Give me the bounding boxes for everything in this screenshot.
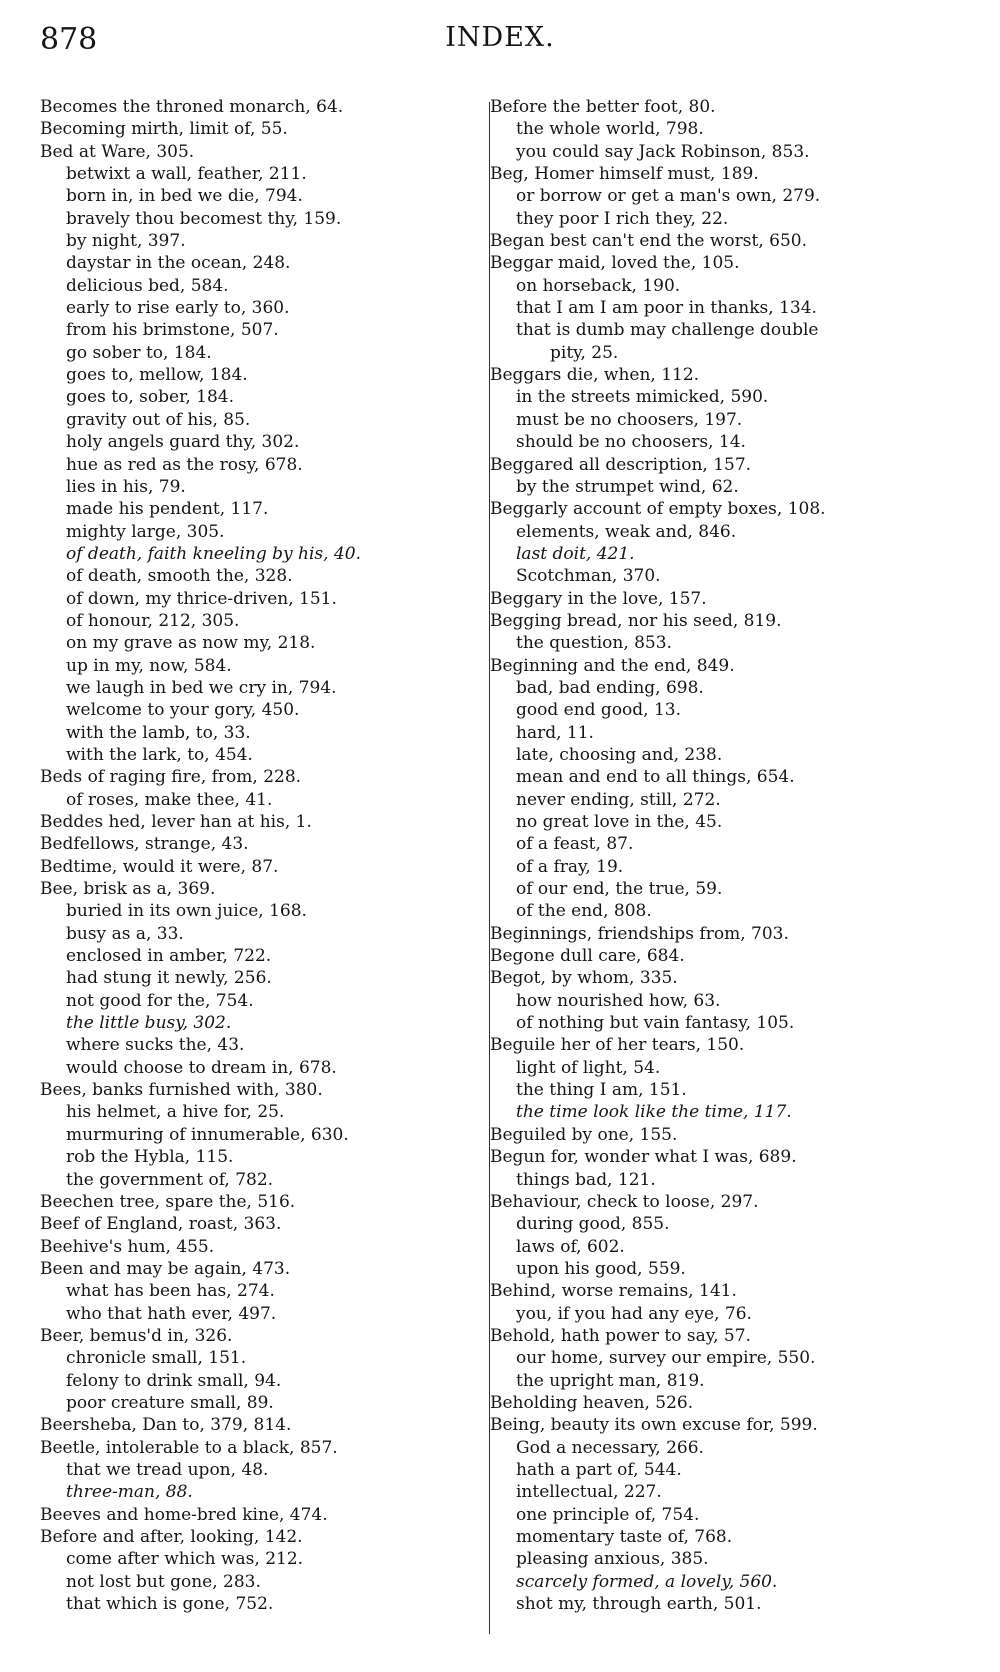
index-subentry: what has been has, 274. xyxy=(66,1281,275,1302)
index-entry: Beddes hed, lever han at his, 1. xyxy=(40,812,312,832)
index-subentry: that we tread upon, 48. xyxy=(66,1459,269,1480)
index-subentry: Scotchman, 370. xyxy=(516,566,661,587)
index-subentry: God a necessary, 266. xyxy=(516,1437,704,1458)
index-subentry: of death, smooth the, 328. xyxy=(66,566,293,587)
index-subentry: had stung it newly, 256. xyxy=(66,968,272,989)
index-subentry: the time look like the time, 117. xyxy=(516,1102,792,1123)
index-subentry: with the lark, to, 454. xyxy=(66,744,253,765)
index-subentry: should be no choosers, 14. xyxy=(516,432,746,453)
index-subentry: where sucks the, 43. xyxy=(66,1035,245,1056)
index-subentry: that is dumb may challenge double xyxy=(516,320,819,341)
index-subentry: holy angels guard thy, 302. xyxy=(66,432,300,453)
index-entry: Beggars die, when, 112. xyxy=(490,365,700,386)
index-entry: Bee, brisk as a, 369. xyxy=(40,879,216,900)
index-subentry: by night, 397. xyxy=(66,231,186,252)
index-entry: Begging bread, nor his seed, 819. xyxy=(490,610,782,631)
index-subentry: momentary taste of, 768. xyxy=(516,1527,733,1547)
index-entry: Behold, hath power to say, 57. xyxy=(490,1325,751,1346)
index-subentry: of our end, the true, 59. xyxy=(516,879,723,900)
index-subentry: of the end, 808. xyxy=(516,901,652,922)
index-subentry: up in my, now, 584. xyxy=(66,655,232,676)
index-subentry: or borrow or get a man's own, 279. xyxy=(516,186,821,207)
index-entry: Behaviour, check to loose, 297. xyxy=(490,1191,759,1212)
index-subentry: who that hath ever, 497. xyxy=(66,1303,277,1324)
index-entry: Beg, Homer himself must, 189. xyxy=(490,164,759,185)
index-subentry: mighty large, 305. xyxy=(66,521,225,542)
index-subentry: the question, 853. xyxy=(516,633,672,654)
index-subentry: in the streets mimicked, 590. xyxy=(516,387,769,408)
index-subentry: his helmet, a hive for, 25. xyxy=(66,1102,285,1123)
index-entry: Bedfellows, strange, 43. xyxy=(40,834,249,855)
index-subentry: born in, in bed we die, 794. xyxy=(66,186,303,207)
index-subentry: on horseback, 190. xyxy=(516,275,681,296)
index-subentry: the whole world, 798. xyxy=(516,119,704,140)
index-entry: Began best can't end the worst, 650. xyxy=(490,231,808,252)
index-entry: Bedtime, would it were, 87. xyxy=(40,856,279,877)
index-entry: Bed at Ware, 305. xyxy=(40,141,195,162)
index-subentry: lies in his, 79. xyxy=(66,476,186,497)
index-subentry: poor creature small, 89. xyxy=(66,1392,274,1413)
index-subentry: rob the Hybla, 115. xyxy=(66,1147,234,1168)
index-subentry: three-man, 88. xyxy=(66,1482,193,1503)
index-subentry: chronicle small, 151. xyxy=(66,1348,247,1369)
index-subentry: go sober to, 184. xyxy=(66,342,212,363)
index-subentry: hue as red as the rosy, 678. xyxy=(66,454,303,475)
index-subentry: how nourished how, 63. xyxy=(516,990,721,1011)
index-subentry: hath a part of, 544. xyxy=(516,1459,682,1480)
index-entry: Beggarly account of empty boxes, 108. xyxy=(490,499,826,520)
index-entry: Beechen tree, spare the, 516. xyxy=(40,1191,296,1212)
index-subentry: gravity out of his, 85. xyxy=(66,409,251,430)
index-subentry: no great love in the, 45. xyxy=(516,812,723,832)
index-entry: Beguile her of her tears, 150. xyxy=(490,1035,745,1056)
index-subentry: during good, 855. xyxy=(516,1214,670,1235)
index-entry: Behind, worse remains, 141. xyxy=(490,1281,737,1302)
index-entry: Becoming mirth, limit of, 55. xyxy=(40,119,288,140)
index-subentry: come after which was, 212. xyxy=(66,1549,304,1570)
index-subentry: never ending, still, 272. xyxy=(516,789,721,810)
index-subentry: with the lamb, to, 33. xyxy=(66,722,251,743)
index-subentry: that which is gone, 752. xyxy=(66,1594,274,1615)
index-subentry: pity, 25. xyxy=(550,342,619,363)
index-entry: Beeves and home-bred kine, 474. xyxy=(40,1504,328,1525)
index-entry: Beer, bemus'd in, 326. xyxy=(40,1325,233,1346)
index-subentry: mean and end to all things, 654. xyxy=(516,767,795,788)
index-entry: Beggar maid, loved the, 105. xyxy=(490,253,740,274)
index-entry: Beersheba, Dan to, 379, 814. xyxy=(40,1415,292,1436)
index-subentry: of death, faith kneeling by his, 40. xyxy=(66,543,361,564)
index-entry: Beguiled by one, 155. xyxy=(490,1124,678,1145)
index-entry: Beef of England, roast, 363. xyxy=(40,1214,282,1235)
index-subentry: last doit, 421. xyxy=(516,543,635,564)
index-column-right xyxy=(490,96,985,1615)
index-subentry: the upright man, 819. xyxy=(516,1370,705,1391)
index-entry: Becomes the throned monarch, 64. xyxy=(40,97,344,117)
index-subentry: on my grave as now my, 218. xyxy=(66,633,316,654)
index-entry: Beginnings, friendships from, 703. xyxy=(490,923,789,944)
index-entry: Being, beauty its own excuse for, 599. xyxy=(490,1415,818,1436)
index-subentry: intellectual, 227. xyxy=(516,1482,662,1503)
index-subentry: goes to, sober, 184. xyxy=(66,387,234,408)
index-subentry: our home, survey our empire, 550. xyxy=(516,1348,816,1369)
index-subentry: of nothing but vain fantasy, 105. xyxy=(516,1013,795,1034)
index-subentry: must be no choosers, 197. xyxy=(516,409,743,430)
index-subentry: not lost but gone, 283. xyxy=(66,1571,261,1592)
index-subentry: betwixt a wall, feather, 211. xyxy=(66,164,307,185)
index-subentry: scarcely formed, a lovely, 560. xyxy=(516,1571,778,1592)
index-subentry: of honour, 212, 305. xyxy=(66,610,240,631)
index-subentry: buried in its own juice, 168. xyxy=(66,901,307,922)
index-subentry: late, choosing and, 238. xyxy=(516,744,723,765)
index-subentry: busy as a, 33. xyxy=(66,923,184,944)
index-entry: Been and may be again, 473. xyxy=(40,1258,291,1279)
index-subentry: pleasing anxious, 385. xyxy=(516,1549,709,1570)
index-entry: Beggary in the love, 157. xyxy=(490,588,707,609)
index-entry: Before the better foot, 80. xyxy=(490,97,716,117)
index-entry: Bees, banks furnished with, 380. xyxy=(40,1080,323,1101)
index-entry: Begot, by whom, 335. xyxy=(490,968,678,989)
index-subentry: elements, weak and, 846. xyxy=(516,521,737,542)
index-subentry: enclosed in amber, 722. xyxy=(66,946,272,967)
index-subentry: we laugh in bed we cry in, 794. xyxy=(66,677,337,698)
index-subentry: the little busy, 302. xyxy=(66,1013,232,1034)
index-subentry: of a fray, 19. xyxy=(516,856,624,877)
index-subentry: of down, my thrice-driven, 151. xyxy=(66,588,337,609)
index-entry: Begun for, wonder what I was, 689. xyxy=(490,1147,797,1168)
index-subentry: upon his good, 559. xyxy=(516,1258,686,1279)
index-entry: Begone dull care, 684. xyxy=(490,946,685,967)
index-subentry: you, if you had any eye, 76. xyxy=(516,1303,752,1324)
index-subentry: of roses, make thee, 41. xyxy=(66,789,273,810)
index-subentry: the government of, 782. xyxy=(66,1169,274,1190)
index-subentry: felony to drink small, 94. xyxy=(66,1370,282,1391)
index-subentry: one principle of, 754. xyxy=(516,1504,700,1525)
index-entry: Beehive's hum, 455. xyxy=(40,1236,215,1257)
index-subentry: you could say Jack Robinson, 853. xyxy=(516,141,810,162)
index-subentry: early to rise early to, 360. xyxy=(66,298,290,319)
index-entry: Beholding heaven, 526. xyxy=(490,1392,694,1413)
page-number: 878 xyxy=(40,22,98,57)
index-subentry: bravely thou becomest thy, 159. xyxy=(66,208,342,229)
index-subentry: the thing I am, 151. xyxy=(516,1080,687,1101)
index-subentry: from his brimstone, 507. xyxy=(66,320,279,341)
index-subentry: laws of, 602. xyxy=(516,1236,625,1257)
index-subentry: murmuring of innumerable, 630. xyxy=(66,1124,349,1145)
index-subentry: shot my, through earth, 501. xyxy=(516,1594,762,1615)
index-subentry: goes to, mellow, 184. xyxy=(66,365,248,386)
index-entry: Before and after, looking, 142. xyxy=(40,1527,303,1547)
index-subentry: light of light, 54. xyxy=(516,1057,661,1078)
index-subentry: would choose to dream in, 678. xyxy=(66,1057,337,1078)
index-subentry: that I am I am poor in thanks, 134. xyxy=(516,298,817,319)
index-entry: Beggared all description, 157. xyxy=(490,454,752,475)
index-subentry: bad, bad ending, 698. xyxy=(516,677,704,698)
index-entry: Beetle, intolerable to a black, 857. xyxy=(40,1437,338,1458)
index-subentry: welcome to your gory, 450. xyxy=(66,700,300,721)
index-subentry: delicious bed, 584. xyxy=(66,275,229,296)
index-subentry: good end good, 13. xyxy=(516,700,682,721)
index-entry: Beginning and the end, 849. xyxy=(490,655,735,676)
index-subentry: by the strumpet wind, 62. xyxy=(516,476,739,497)
index-entry: Beds of raging fire, from, 228. xyxy=(40,767,302,788)
index-subentry: they poor I rich they, 22. xyxy=(516,208,729,229)
index-column-left xyxy=(40,96,485,1615)
index-subentry: hard, 11. xyxy=(516,722,594,743)
index-subentry: made his pendent, 117. xyxy=(66,499,269,520)
page-title: INDEX. xyxy=(445,22,555,53)
index-subentry: of a feast, 87. xyxy=(516,834,634,855)
index-subentry: daystar in the ocean, 248. xyxy=(66,253,291,274)
index-subentry: things bad, 121. xyxy=(516,1169,656,1190)
index-subentry: not good for the, 754. xyxy=(66,990,254,1011)
